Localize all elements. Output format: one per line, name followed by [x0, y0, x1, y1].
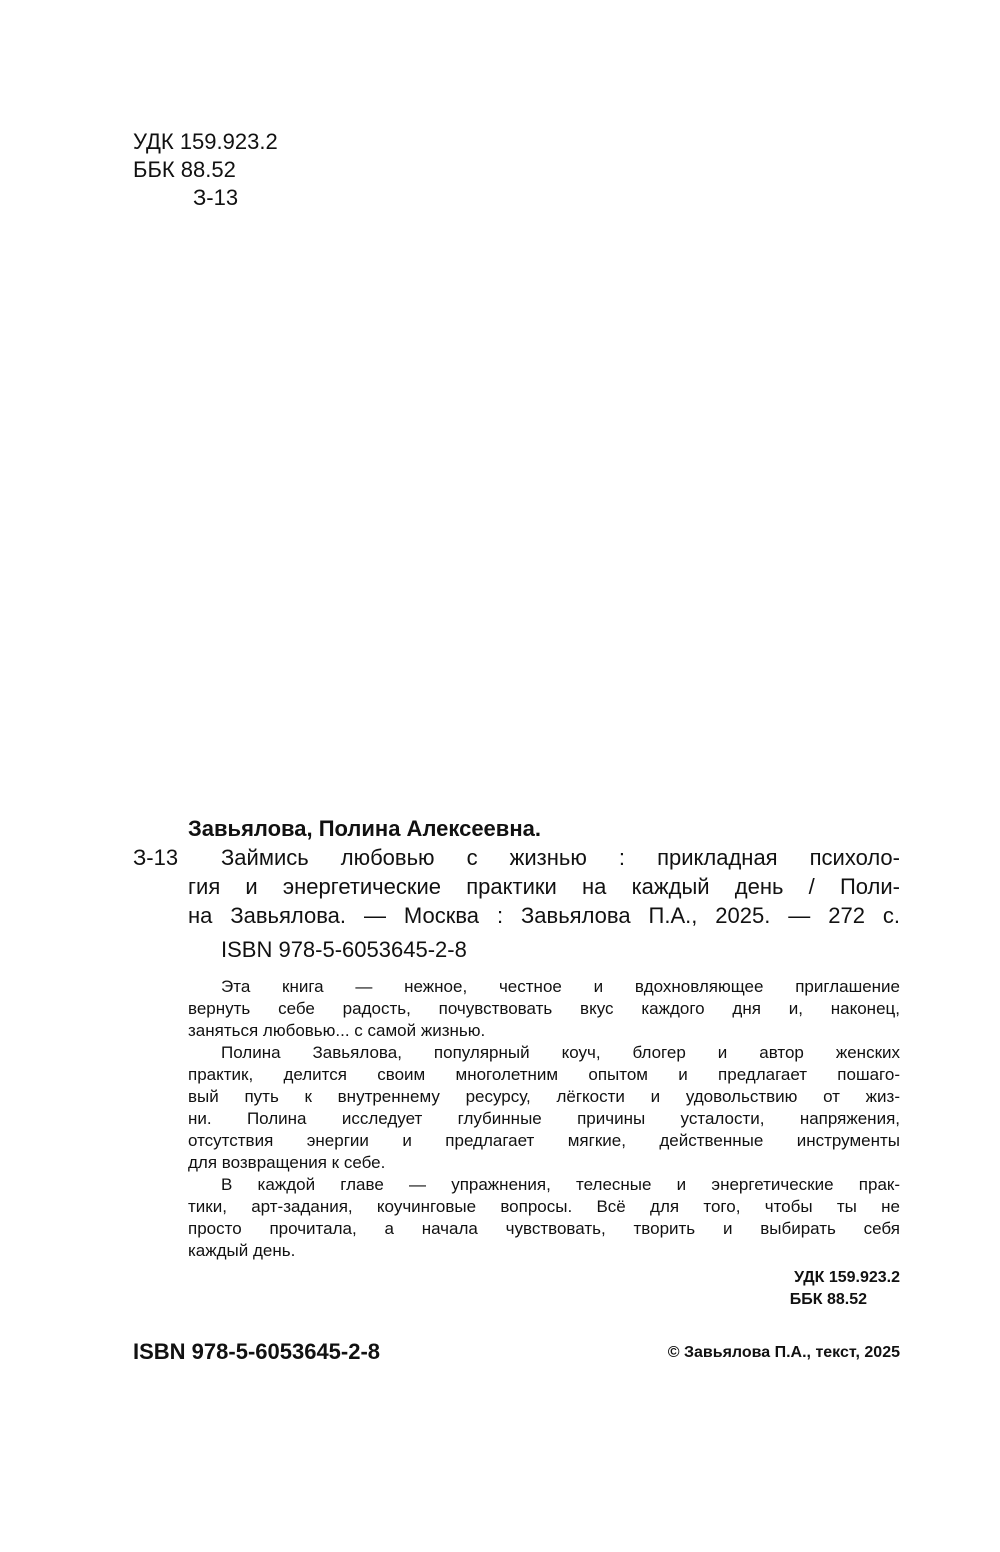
author-heading: Завьялова, Полина Алексеевна.: [188, 816, 541, 841]
author-mark-left: З-13: [133, 845, 179, 870]
annotation-line: Полина Завьялова, популярный коуч, блогер и автор женских: [221, 1043, 900, 1062]
annotation-line: вый путь к внутреннему ресурсу, лёгкости и удовольствию от жиз-: [188, 1087, 900, 1106]
annotation-line: тики, арт-задания, коучинговые вопросы. Всё для того, чтобы ты не: [188, 1197, 900, 1216]
annotation-line: ни. Полина исследует глубинные причины усталости, напряжения,: [188, 1109, 900, 1128]
annotation-line: для возвращения к себе.: [188, 1153, 386, 1172]
annotation-line: просто прочитала, а начала чувствовать, творить и выбирать себя: [188, 1219, 900, 1238]
author-mark-top: З-13: [193, 185, 239, 210]
annotation-line: В каждой главе — упражнения, телесные и энергетические прак-: [221, 1175, 900, 1194]
copyright-notice: © Завьялова П.А., текст, 2025: [667, 1344, 900, 1361]
annotation: [188, 976, 900, 1262]
annotation-line: отсутствия энергии и предлагает мягкие, действенные инструменты: [188, 1131, 900, 1150]
isbn-record: ISBN 978-5-6053645-2-8: [221, 937, 467, 962]
bib-line-1: Займись любовью с жизнью : прикладная психоло-: [221, 845, 900, 870]
isbn-footer: ISBN 978-5-6053645-2-8: [133, 1339, 381, 1364]
bib-line-3: на Завьялова. — Москва : Завьялова П.А., 2025. — 272 с.: [188, 903, 900, 928]
udk-code-top: УДК 159.923.2: [133, 129, 278, 154]
annotation-line: заняться любовью... с самой жизнью.: [188, 1021, 486, 1040]
bbk-code-top: ББК 88.52: [133, 157, 236, 182]
annotation-line: каждый день.: [188, 1241, 296, 1260]
bib-line-2: гия и энергетические практики на каждый день / Поли-: [188, 874, 900, 899]
bbk-code-bottom: ББК 88.52: [789, 1291, 867, 1308]
annotation-line: Эта книга — нежное, честное и вдохновляющее приглашение: [221, 977, 900, 996]
annotation-line: практик, делится своим многолетним опытом и предлагает пошаго-: [188, 1065, 900, 1084]
bibliographic-description: [188, 843, 900, 930]
udk-code-bottom: УДК 159.923.2: [794, 1269, 900, 1286]
annotation-line: вернуть себе радость, почувствовать вкус каждого дня и, наконец,: [188, 999, 900, 1018]
